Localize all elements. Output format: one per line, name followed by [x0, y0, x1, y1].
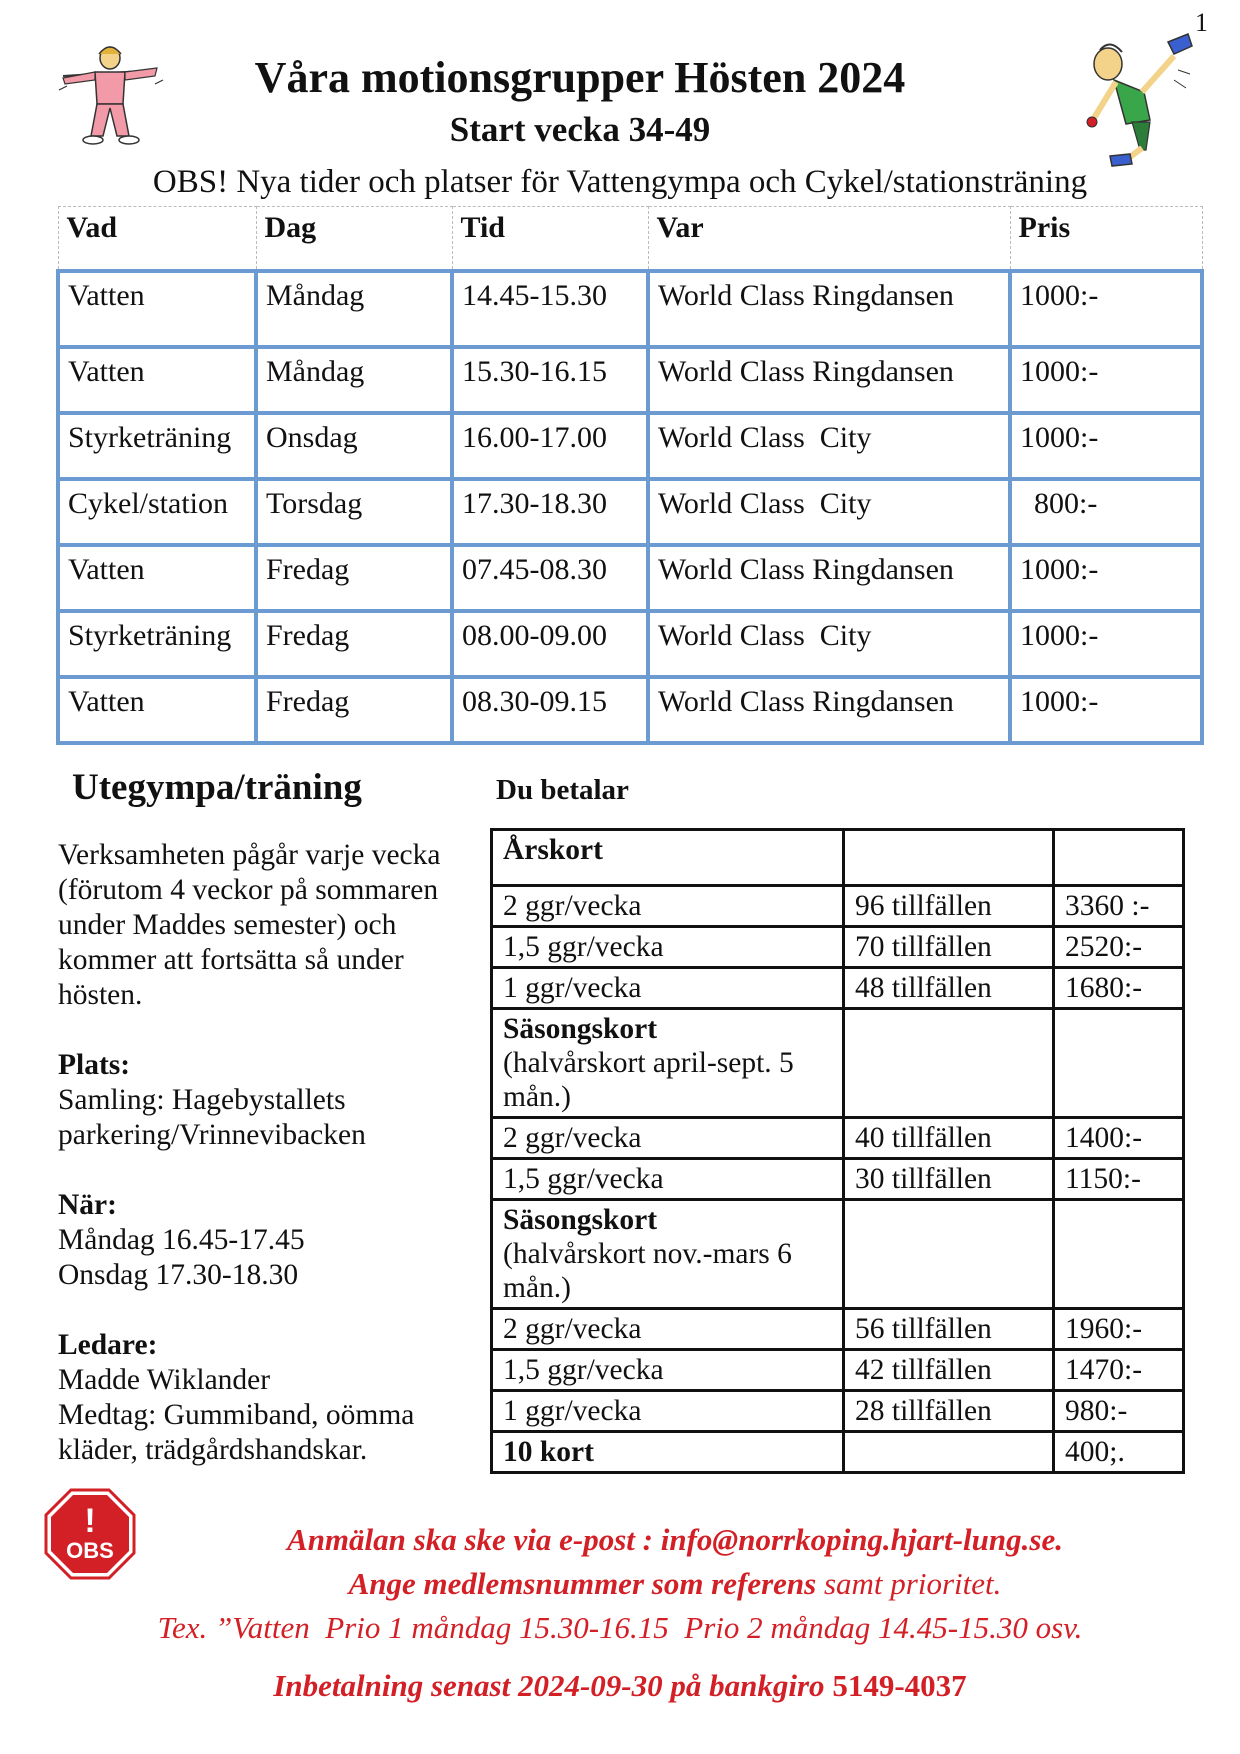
page-number: 1 — [1195, 8, 1208, 37]
cell-var: World Class City — [648, 479, 1010, 545]
table-row — [492, 1159, 1184, 1200]
schedule-table — [56, 206, 1204, 745]
cell-dag: Fredag — [256, 611, 452, 677]
cell-pris: 1000:- — [1010, 545, 1202, 611]
empty-cell — [1054, 1200, 1184, 1309]
plats-section — [58, 1048, 478, 1153]
schedule-header-row — [58, 207, 1202, 271]
cell-tid: 14.45-15.30 — [452, 271, 648, 347]
header-pris: Pris — [1010, 207, 1202, 271]
payment-heading: Du betalar — [496, 774, 629, 806]
table-row — [492, 1432, 1184, 1473]
cell-price: 3360 :- — [1054, 886, 1184, 927]
cell-pris: 1000:- — [1010, 413, 1202, 479]
arskort-title: Årskort — [492, 830, 844, 886]
reference-bold: Ange medlemsnummer som referens — [348, 1566, 817, 1601]
tenkort-price: 400;. — [1054, 1432, 1184, 1473]
medtag-text: Medtag: Gummiband, oömma kläder, trädgårdshandskar. — [58, 1399, 415, 1466]
price-table — [490, 828, 1185, 1474]
cell-price: 1680:- — [1054, 968, 1184, 1009]
header-var: Var — [648, 207, 1010, 271]
cell-pris: 1000:- — [1010, 611, 1202, 677]
cell-dag: Måndag — [256, 347, 452, 413]
table-row — [492, 1200, 1184, 1309]
plats-line2: parkering/Vrinnevibacken — [58, 1119, 366, 1151]
cell-frequency: 2 ggr/vecka — [492, 1309, 844, 1350]
cell-sessions: 48 tillfällen — [844, 968, 1054, 1009]
cell-tid: 16.00-17.00 — [452, 413, 648, 479]
ledare-label: Ledare: — [58, 1329, 158, 1361]
cell-dag: Fredag — [256, 677, 452, 743]
bankgiro-number: 5149-4037 — [832, 1668, 967, 1703]
table-row — [492, 886, 1184, 927]
cell-frequency: 1 ggr/vecka — [492, 1391, 844, 1432]
nar-line2: Onsdag 17.30-18.30 — [58, 1259, 299, 1291]
cell-frequency: 1,5 ggr/vecka — [492, 1159, 844, 1200]
registration-email-line: Anmälan ska ske via e-post : info@norrkoping.hjart-lung.se. — [287, 1522, 1063, 1557]
cell-frequency: 2 ggr/vecka — [492, 886, 844, 927]
cell-var: World Class City — [648, 611, 1010, 677]
cell-vad: Styrketräning — [58, 611, 256, 677]
cell-frequency: 2 ggr/vecka — [492, 1118, 844, 1159]
cell-sessions: 40 tillfällen — [844, 1118, 1054, 1159]
table-row — [492, 1118, 1184, 1159]
utegympa-intro: Verksamheten pågår varje vecka (förutom 4 veckor på sommaren under Maddes semester) och kommer att fortsätta så under hösten. — [58, 839, 441, 1011]
table-row — [58, 611, 1202, 677]
cell-dag: Torsdag — [256, 479, 452, 545]
cell-var: World Class Ringdansen — [648, 677, 1010, 743]
cell-tid: 08.00-09.00 — [452, 611, 648, 677]
cell-sessions: 96 tillfällen — [844, 886, 1054, 927]
page-subtitle: Start vecka 34-49 — [449, 110, 711, 149]
cell-pris: 1000:- — [1010, 347, 1202, 413]
empty-cell — [844, 1009, 1054, 1118]
table-row — [492, 927, 1184, 968]
season1-desc: (halvårskort april-sept. 5 mån.) — [503, 1047, 794, 1113]
ledare-name: Madde Wiklander — [58, 1364, 271, 1396]
cell-pris: 800:- — [1010, 479, 1202, 545]
cell-tid: 08.30-09.15 — [452, 677, 648, 743]
nar-label: När: — [58, 1189, 117, 1221]
header-vad: Vad — [58, 207, 256, 271]
cell-var: World Class Ringdansen — [648, 545, 1010, 611]
nar-line1: Måndag 16.45-17.45 — [58, 1224, 305, 1256]
cell-vad: Vatten — [58, 677, 256, 743]
cell-sessions: 42 tillfällen — [844, 1350, 1054, 1391]
empty-cell — [1054, 1009, 1184, 1118]
page-title: Våra motionsgrupper Hösten 2024 — [254, 53, 906, 102]
cell-frequency: 1,5 ggr/vecka — [492, 1350, 844, 1391]
cell-var: World Class Ringdansen — [648, 347, 1010, 413]
table-row — [492, 1309, 1184, 1350]
cell-price: 1150:- — [1054, 1159, 1184, 1200]
cell-frequency: 1 ggr/vecka — [492, 968, 844, 1009]
registration-reference-line — [0, 1566, 1240, 1602]
season2-desc: (halvårskort nov.-mars 6 mån.) — [503, 1238, 792, 1304]
cell-vad: Styrketräning — [58, 413, 256, 479]
obs-mark: ! — [84, 1502, 96, 1540]
cell-price: 1960:- — [1054, 1309, 1184, 1350]
empty-cell — [844, 1200, 1054, 1309]
tenkort-label: 10 kort — [492, 1432, 844, 1473]
cell-sessions: 56 tillfällen — [844, 1309, 1054, 1350]
cell-sessions: 30 tillfällen — [844, 1159, 1054, 1200]
cell-dag: Onsdag — [256, 413, 452, 479]
ledare-section — [58, 1328, 478, 1468]
cell-price: 1400:- — [1054, 1118, 1184, 1159]
header-tid: Tid — [452, 207, 648, 271]
nar-section — [58, 1188, 478, 1293]
cell-sessions: 70 tillfällen — [844, 927, 1054, 968]
cell-var: World Class Ringdansen — [648, 271, 1010, 347]
table-row — [492, 1391, 1184, 1432]
table-row — [58, 271, 1202, 347]
cell-pris: 1000:- — [1010, 271, 1202, 347]
cell-pris: 1000:- — [1010, 677, 1202, 743]
deadline-text: Inbetalning senast 2024-09-30 på bankgiro — [273, 1668, 825, 1703]
cell-vad: Vatten — [58, 347, 256, 413]
table-row — [492, 1350, 1184, 1391]
registration-example-line: Tex. ”Vatten Prio 1 måndag 15.30-16.15 Prio 2 måndag 14.45-15.30 osv. — [157, 1610, 1083, 1645]
utegympa-info — [58, 838, 478, 1503]
payment-deadline-line — [0, 1668, 1240, 1704]
schedule-notice: OBS! Nya tider och platser för Vattengympa och Cykel/stationsträning — [152, 164, 1088, 200]
cell-frequency: 1,5 ggr/vecka — [492, 927, 844, 968]
table-row — [58, 677, 1202, 743]
table-row — [492, 1009, 1184, 1118]
plats-line1: Samling: Hagebystallets — [58, 1084, 346, 1116]
season1-cell — [492, 1009, 844, 1118]
table-row — [58, 413, 1202, 479]
cell-tid: 17.30-18.30 — [452, 479, 648, 545]
season2-title: Säsongskort — [503, 1204, 658, 1236]
cell-tid: 07.45-08.30 — [452, 545, 648, 611]
obs-text: OBS — [66, 1538, 114, 1563]
table-row — [58, 347, 1202, 413]
utegympa-heading: Utegympa/träning — [72, 767, 362, 808]
cell-tid: 15.30-16.15 — [452, 347, 648, 413]
table-row — [492, 968, 1184, 1009]
cell-vad: Vatten — [58, 545, 256, 611]
empty-cell — [844, 830, 1054, 886]
season1-title: Säsongskort — [503, 1013, 658, 1045]
cell-vad: Vatten — [58, 271, 256, 347]
cell-price: 980:- — [1054, 1391, 1184, 1432]
table-row — [492, 830, 1184, 886]
season2-cell — [492, 1200, 844, 1309]
cell-vad: Cykel/station — [58, 479, 256, 545]
cell-price: 2520:- — [1054, 927, 1184, 968]
cell-dag: Fredag — [256, 545, 452, 611]
cell-var: World Class City — [648, 413, 1010, 479]
reference-rest: samt prioritet. — [816, 1566, 1002, 1601]
cell-price: 1470:- — [1054, 1350, 1184, 1391]
header-dag: Dag — [256, 207, 452, 271]
cell-dag: Måndag — [256, 271, 452, 347]
empty-cell — [844, 1432, 1054, 1473]
empty-cell — [1054, 830, 1184, 886]
table-row — [58, 479, 1202, 545]
cell-sessions: 28 tillfällen — [844, 1391, 1054, 1432]
table-row — [58, 545, 1202, 611]
plats-label: Plats: — [58, 1049, 131, 1081]
